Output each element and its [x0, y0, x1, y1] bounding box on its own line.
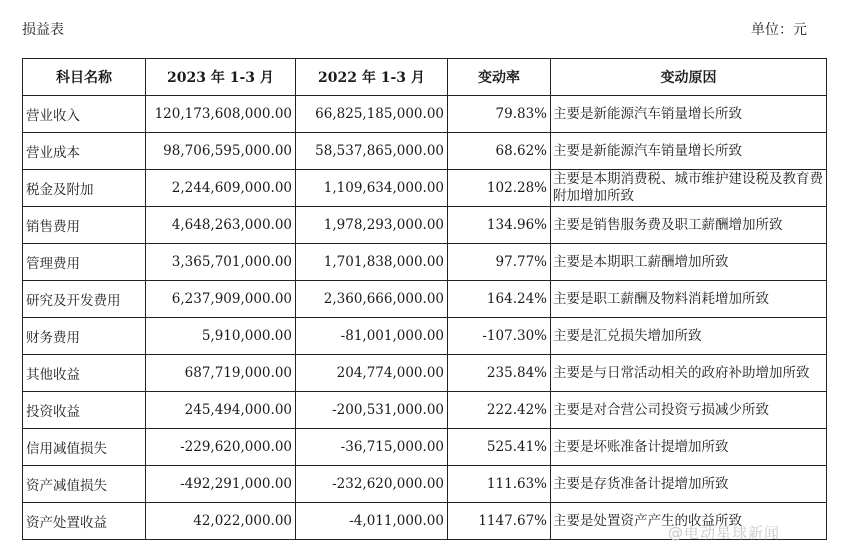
cell-reason: 主要是坏账准备计提增加所致	[551, 429, 827, 466]
cell-2022: 1,701,838,000.00	[296, 244, 448, 281]
table-row	[23, 244, 827, 281]
table-row	[23, 170, 827, 207]
cell-rate: 1147.67%	[448, 503, 551, 540]
cell-2023: -492,291,000.00	[146, 466, 296, 503]
cell-rate: 164.24%	[448, 281, 551, 318]
cell-rate: 68.62%	[448, 133, 551, 170]
table-row	[23, 281, 827, 318]
table-row	[23, 429, 827, 466]
cell-2022: 1,109,634,000.00	[296, 170, 448, 207]
cell-reason: 主要是汇兑损失增加所致	[551, 318, 827, 355]
cell-item: 研究及开发费用	[23, 281, 146, 318]
column-header-item: 科目名称	[23, 59, 146, 96]
unit-label: 单位：元	[751, 22, 807, 38]
cell-item: 营业收入	[23, 96, 146, 133]
cell-2022: -232,620,000.00	[296, 466, 448, 503]
cell-2023: 6,237,909,000.00	[146, 281, 296, 318]
income-statement-table	[22, 58, 827, 540]
cell-item: 销售费用	[23, 207, 146, 244]
table-row	[23, 392, 827, 429]
table-row	[23, 133, 827, 170]
column-header-2023: 2023 年 1-3 月	[146, 59, 296, 96]
cell-2023: 245,494,000.00	[146, 392, 296, 429]
cell-item: 管理费用	[23, 244, 146, 281]
cell-reason: 主要是存货准备计提增加所致	[551, 466, 827, 503]
cell-2022: 204,774,000.00	[296, 355, 448, 392]
cell-reason: 主要是销售服务费及职工薪酬增加所致	[551, 207, 827, 244]
cell-2023: 42,022,000.00	[146, 503, 296, 540]
cell-2023: 98,706,595,000.00	[146, 133, 296, 170]
cell-2023: 5,910,000.00	[146, 318, 296, 355]
cell-item: 财务费用	[23, 318, 146, 355]
cell-reason: 主要是对合营公司投资亏损减少所致	[551, 392, 827, 429]
cell-reason: 主要是职工薪酬及物料消耗增加所致	[551, 281, 827, 318]
cell-2022: 2,360,666,000.00	[296, 281, 448, 318]
table-header-row	[23, 59, 827, 96]
cell-reason: 主要是处置资产产生的收益所致	[551, 503, 827, 540]
cell-2022: -36,715,000.00	[296, 429, 448, 466]
cell-2023: 120,173,608,000.00	[146, 96, 296, 133]
table-row	[23, 207, 827, 244]
cell-item: 投资收益	[23, 392, 146, 429]
cell-reason: 主要是新能源汽车销量增长所致	[551, 96, 827, 133]
cell-rate: 111.63%	[448, 466, 551, 503]
column-header-rate: 变动率	[448, 59, 551, 96]
cell-2022: -200,531,000.00	[296, 392, 448, 429]
cell-reason: 主要是本期消费税、城市维护建设税及教育费附加增加所致	[551, 170, 827, 207]
cell-item: 营业成本	[23, 133, 146, 170]
cell-item: 其他收益	[23, 355, 146, 392]
cell-rate: 79.83%	[448, 96, 551, 133]
cell-reason: 主要是本期职工薪酬增加所致	[551, 244, 827, 281]
cell-rate: 134.96%	[448, 207, 551, 244]
table-row	[23, 466, 827, 503]
table-body	[23, 96, 827, 540]
cell-rate: 235.84%	[448, 355, 551, 392]
cell-item: 信用减值损失	[23, 429, 146, 466]
cell-2022: 66,825,185,000.00	[296, 96, 448, 133]
cell-reason: 主要是与日常活动相关的政府补助增加所致	[551, 355, 827, 392]
cell-2023: 4,648,263,000.00	[146, 207, 296, 244]
table-row	[23, 355, 827, 392]
cell-item: 资产减值损失	[23, 466, 146, 503]
cell-rate: 102.28%	[448, 170, 551, 207]
page-title: 损益表	[22, 22, 64, 38]
cell-reason: 主要是新能源汽车销量增长所致	[551, 133, 827, 170]
cell-2023: 2,244,609,000.00	[146, 170, 296, 207]
cell-2023: -229,620,000.00	[146, 429, 296, 466]
cell-rate: -107.30%	[448, 318, 551, 355]
cell-2022: 58,537,865,000.00	[296, 133, 448, 170]
cell-rate: 222.42%	[448, 392, 551, 429]
table-row	[23, 318, 827, 355]
cell-2022: -4,011,000.00	[296, 503, 448, 540]
cell-item: 税金及附加	[23, 170, 146, 207]
cell-rate: 525.41%	[448, 429, 551, 466]
cell-2023: 687,719,000.00	[146, 355, 296, 392]
cell-2023: 3,365,701,000.00	[146, 244, 296, 281]
cell-rate: 97.77%	[448, 244, 551, 281]
column-header-reason: 变动原因	[551, 59, 827, 96]
cell-2022: 1,978,293,000.00	[296, 207, 448, 244]
cell-item: 资产处置收益	[23, 503, 146, 540]
cell-2022: -81,001,000.00	[296, 318, 448, 355]
column-header-2022: 2022 年 1-3 月	[296, 59, 448, 96]
watermark: @电动星球新闻	[668, 524, 781, 542]
table-row	[23, 96, 827, 133]
